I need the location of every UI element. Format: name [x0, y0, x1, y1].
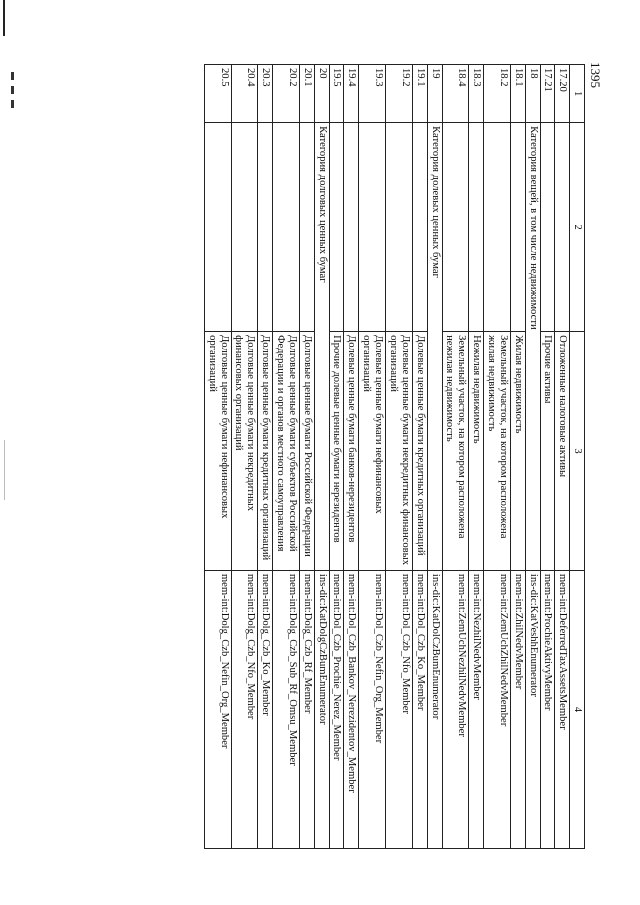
- description-cell: Прочие активы: [540, 332, 555, 571]
- table-body: [204, 65, 569, 849]
- description-cell: Отложенные налоговые активы: [555, 332, 570, 571]
- name-cell: [204, 123, 231, 332]
- name-cell: [299, 123, 314, 332]
- row-number-cell: 18.3: [469, 65, 484, 123]
- table-row: [314, 65, 329, 849]
- category-cell: Категория вещей, в том числе недвижимости: [525, 123, 540, 571]
- code-cell: mem-int:Dol_Czb_Prochie_Nerez_Member: [329, 570, 344, 848]
- table-row: [329, 65, 344, 849]
- table-row: [273, 65, 300, 849]
- description-cell: Долговые ценные бумаги нефинансовых организаций: [204, 332, 231, 571]
- scan-crop-mark: [11, 72, 14, 80]
- row-number-cell: 20.2: [273, 65, 300, 123]
- row-number-cell: 20: [314, 65, 329, 123]
- description-cell: Земельный участок, на котором расположена нежилая недвижимость: [442, 332, 469, 571]
- column-header: 2: [570, 123, 585, 332]
- name-cell: [555, 123, 570, 332]
- scan-artifact: [4, 440, 5, 500]
- description-cell: Долговые ценные бумаги кредитных организаций: [258, 332, 273, 571]
- row-number-cell: 20.3: [258, 65, 273, 123]
- category-cell: Категория долевых ценных бумаг: [427, 123, 442, 571]
- name-cell: [273, 123, 300, 332]
- name-cell: [540, 123, 555, 332]
- code-cell: ins-dic:KatDolCzBumEnumerator: [427, 570, 442, 848]
- description-cell: Нежилая недвижимость: [469, 332, 484, 571]
- table-row: [555, 65, 570, 849]
- row-number-cell: 19: [427, 65, 442, 123]
- row-number-cell: 19.1: [412, 65, 427, 123]
- table-row: [204, 65, 231, 849]
- description-cell: Жилая недвижимость: [510, 332, 525, 571]
- category-cell: Категория долговых ценных бумаг: [314, 123, 329, 571]
- name-cell: [386, 123, 413, 332]
- code-cell: ins-dic:KatDolgCzBumEnumerator: [314, 570, 329, 848]
- row-number-cell: 20.1: [299, 65, 314, 123]
- row-number-cell: 19.5: [329, 65, 344, 123]
- table-row: [442, 65, 469, 849]
- table-row: [386, 65, 413, 849]
- scan-crop-mark: [11, 100, 14, 108]
- name-cell: [359, 123, 386, 332]
- code-cell: mem-int:Dolg_Czb_Ko_Member: [258, 570, 273, 848]
- row-number-cell: 18.2: [484, 65, 511, 123]
- row-number-cell: 19.3: [359, 65, 386, 123]
- code-cell: mem-int:Dolg_Czb_Sub_Rf_Omsu_Member: [273, 570, 300, 848]
- description-cell: Долговые ценные бумаги некредитных финансовых организаций: [231, 332, 258, 571]
- code-cell: mem-int:ZhilNedvMember: [510, 570, 525, 848]
- name-cell: [344, 123, 359, 332]
- row-number-cell: 18: [525, 65, 540, 123]
- row-number-cell: 19.2: [386, 65, 413, 123]
- rotated-table-frame: [64, 64, 585, 849]
- name-cell: [329, 123, 344, 332]
- code-cell: ins-dic:KatVeshhEnumerator: [525, 570, 540, 848]
- table-row: [344, 65, 359, 849]
- description-cell: Долевые ценные бумаги банков-нерезидентов: [344, 332, 359, 571]
- code-cell: mem-int:Dolg_Czb_Nfo_Member: [231, 570, 258, 848]
- column-header: 4: [570, 570, 585, 848]
- row-number-cell: 17.21: [540, 65, 555, 123]
- table-row: [412, 65, 427, 849]
- description-cell: Прочие долевые ценные бумаги нерезидентов: [329, 332, 344, 571]
- description-cell: Долевые ценные бумаги нефинансовых организаций: [359, 332, 386, 571]
- column-header: 1: [570, 65, 585, 123]
- description-cell: Долевые ценные бумаги некредитных финансовых организаций: [386, 332, 413, 571]
- name-cell: [231, 123, 258, 332]
- page-number: 1395: [588, 62, 603, 88]
- table-row: [359, 65, 386, 849]
- row-number-cell: 20.4: [231, 65, 258, 123]
- name-cell: [258, 123, 273, 332]
- row-number-cell: 20.5: [204, 65, 231, 123]
- description-cell: Долевые ценные бумаги кредитных организаций: [412, 332, 427, 571]
- name-cell: [484, 123, 511, 332]
- code-cell: mem-int:NezhilNedvMember: [469, 570, 484, 848]
- scan-edge-mark: [3, 0, 5, 36]
- row-number-cell: 18.4: [442, 65, 469, 123]
- table-row: [258, 65, 273, 849]
- description-cell: Земельный участок, на котором расположена жилая недвижимость: [484, 332, 511, 571]
- row-number-cell: 18.1: [510, 65, 525, 123]
- row-number-cell: 17.20: [555, 65, 570, 123]
- code-cell: mem-int:ZemUchNezhilNedvMember: [442, 570, 469, 848]
- table-row: [525, 65, 540, 849]
- description-cell: Долговые ценные бумаги субъектов Российской Федерации и органов местного самоуправления: [273, 332, 300, 571]
- table-row: [427, 65, 442, 849]
- code-cell: mem-int:Dolg_Czb_Nefin_Org_Member: [204, 570, 231, 848]
- code-cell: mem-int:Dol_Czb_Bankov_Nerezidentov_Member: [344, 570, 359, 848]
- description-cell: Долговые ценные бумаги Российской Федерации: [299, 332, 314, 571]
- code-cell: mem-int:Dol_Czb_Nefin_Org_Member: [359, 570, 386, 848]
- code-cell: mem-int:Dolg_Czb_Rf_Member: [299, 570, 314, 848]
- name-cell: [412, 123, 427, 332]
- code-cell: mem-int:ZemUchZhilNedvMember: [484, 570, 511, 848]
- table-row: [469, 65, 484, 849]
- table-row: [540, 65, 555, 849]
- table-row: [484, 65, 511, 849]
- name-cell: [442, 123, 469, 332]
- classifier-table: [204, 64, 585, 849]
- code-cell: mem-int:Dol_Czb_Nfo_Member: [386, 570, 413, 848]
- row-number-cell: 19.4: [344, 65, 359, 123]
- scan-crop-mark: [11, 86, 14, 94]
- table-header-row: [570, 65, 585, 849]
- code-cell: mem-int:ProchieAktivyMember: [540, 570, 555, 848]
- column-header: 3: [570, 332, 585, 571]
- code-cell: mem-int:DeferredTaxAssetsMember: [555, 570, 570, 848]
- table-row: [510, 65, 525, 849]
- name-cell: [510, 123, 525, 332]
- code-cell: mem-int:Dol_Czb_Ko_Member: [412, 570, 427, 848]
- table-row: [299, 65, 314, 849]
- table-row: [231, 65, 258, 849]
- name-cell: [469, 123, 484, 332]
